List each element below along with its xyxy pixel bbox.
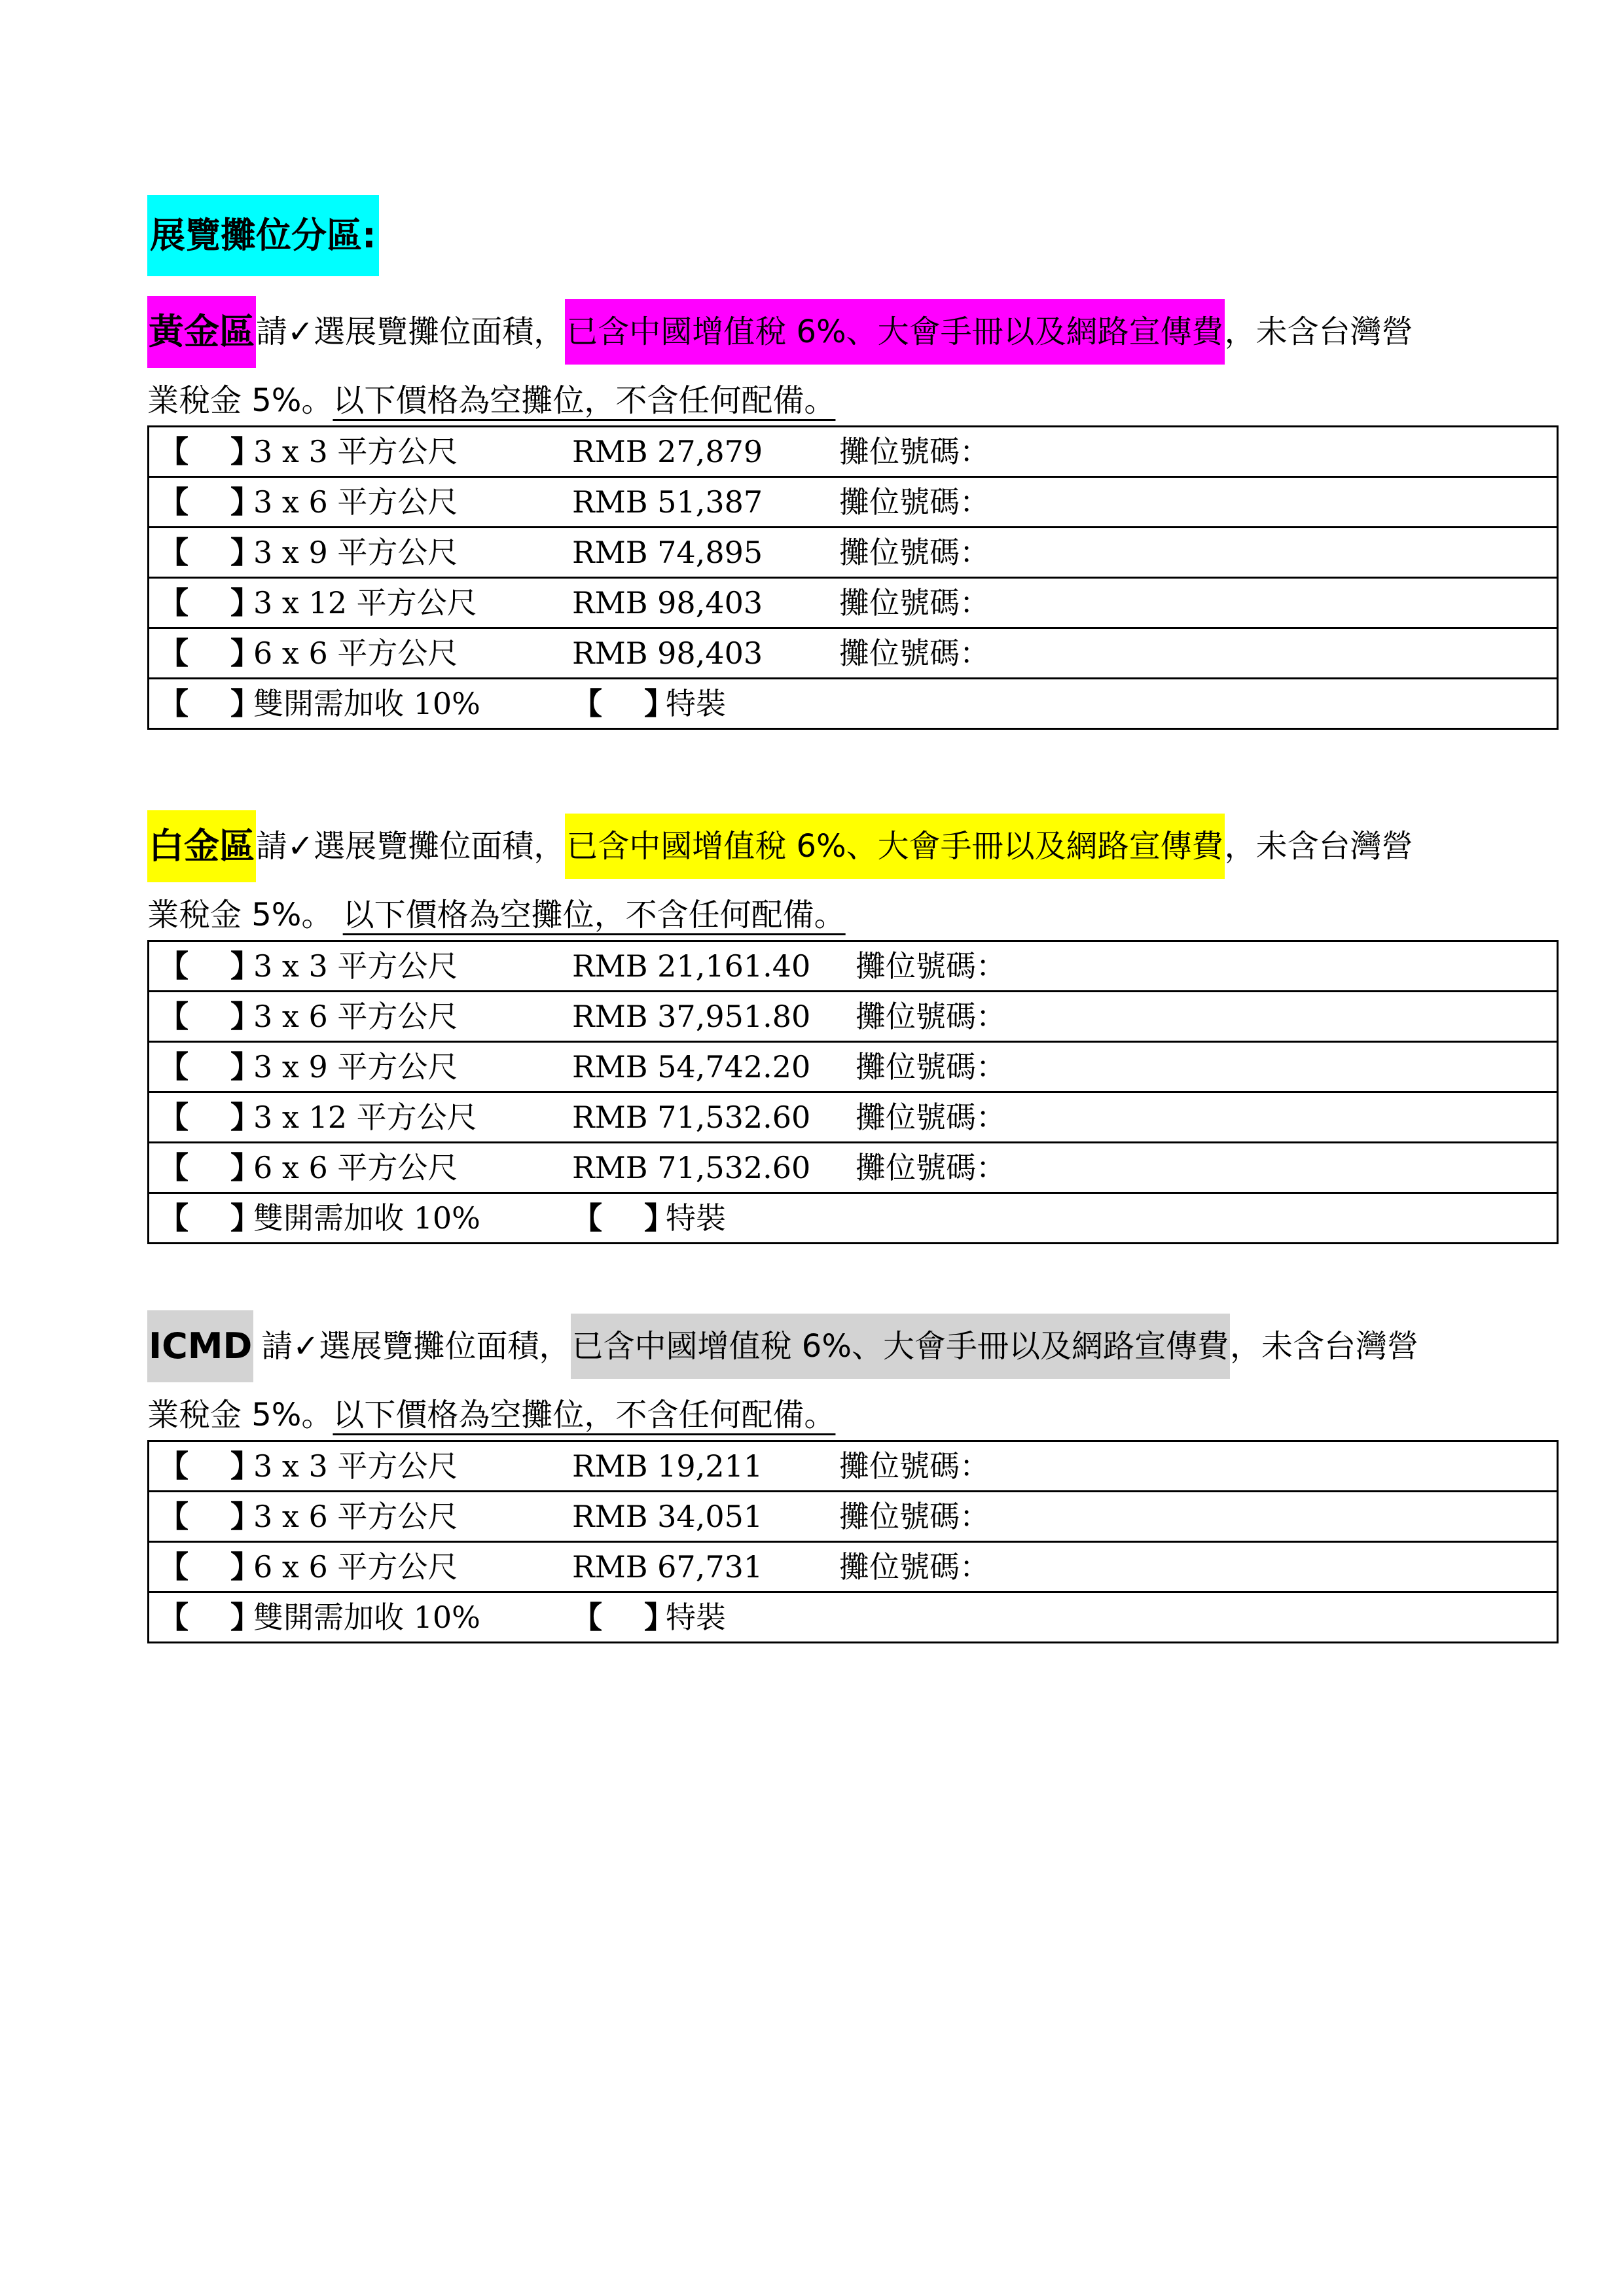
booth-size: 3 x 3 平方公尺 (253, 1448, 458, 1484)
icmd-zone-intro-line1 (147, 1310, 1559, 1382)
special-build-label: 特裝 (666, 686, 726, 721)
double-opening-label: 雙開需加收 10% (253, 1200, 480, 1236)
booth-number-label: 攤位號碼： (839, 636, 990, 671)
booth-size: 3 x 12 平方公尺 (253, 1100, 477, 1135)
booth-option-cell (149, 1441, 1558, 1492)
booth-price: RMB 54,742.20 (572, 1049, 811, 1085)
double-opening-label: 雙開需加收 10% (253, 1600, 480, 1635)
page-title: 展覽攤位分區: (147, 195, 379, 276)
platinum-zone-section (147, 810, 1559, 1244)
icmd-zone-tax-note-tail: ，未含台灣營 (1229, 1328, 1418, 1365)
double-opening-label: 雙開需加收 10% (253, 686, 480, 721)
gold-zone-business-tax: 業稅金 5%。 (147, 382, 333, 419)
gold-zone-instruction: 請✓選展覽攤位面積， (256, 314, 566, 350)
icmd-zone-business-tax: 業稅金 5%。 (147, 1397, 333, 1433)
booth-number-label: 攤位號碼： (856, 1049, 1006, 1085)
booth-size: 3 x 3 平方公尺 (253, 948, 458, 984)
booth-number-label: 攤位號碼： (839, 484, 990, 520)
booth-size-checkbox[interactable]: 【 】 (158, 1150, 261, 1185)
booth-number-label: 攤位號碼： (839, 434, 990, 469)
booth-option-cell (149, 578, 1558, 628)
booth-price: RMB 98,403 (572, 636, 763, 671)
booth-option-cell (149, 1542, 1558, 1592)
booth-size-checkbox[interactable]: 【 】 (158, 636, 261, 671)
booth-price: RMB 37,951.80 (572, 999, 811, 1034)
booth-option-cell (149, 941, 1558, 992)
extra-options-row (149, 679, 1558, 729)
icmd-zone-booth-table (147, 1440, 1559, 1643)
booth-size-checkbox[interactable]: 【 】 (158, 948, 261, 984)
booth-option-cell (149, 628, 1558, 679)
booth-size-checkbox[interactable]: 【 】 (158, 484, 261, 520)
booth-option-cell (149, 1143, 1558, 1193)
booth-number-label: 攤位號碼： (856, 999, 1006, 1034)
double-opening-checkbox[interactable]: 【 】 (158, 1200, 261, 1236)
booth-size-checkbox[interactable]: 【 】 (158, 434, 261, 469)
gold-zone-section (147, 296, 1559, 730)
booth-size-checkbox[interactable]: 【 】 (158, 585, 261, 620)
gold-zone-booth-table (147, 425, 1559, 730)
booth-size: 6 x 6 平方公尺 (253, 1150, 458, 1185)
extra-options-cell (149, 679, 1558, 729)
booth-price: RMB 21,161.40 (572, 948, 811, 984)
booth-option-row (149, 1441, 1558, 1492)
booth-option-row (149, 992, 1558, 1042)
platinum-zone-instruction: 請✓選展覽攤位面積， (256, 828, 566, 865)
special-build-label: 特裝 (666, 1600, 726, 1635)
booth-price: RMB 27,879 (572, 434, 763, 469)
icmd-zone-instruction: 請✓選展覽攤位面積， (261, 1328, 571, 1365)
booth-option-row (149, 1092, 1558, 1143)
booth-option-row (149, 1042, 1558, 1092)
gold-zone-tax-note: 已含中國增值稅 6%、大會手冊以及網路宣傳費 (565, 299, 1224, 365)
extra-options-row (149, 1193, 1558, 1244)
platinum-zone-intro-line1 (147, 810, 1559, 882)
special-build-checkbox[interactable]: 【 】 (572, 686, 675, 721)
booth-option-row (149, 477, 1558, 528)
booth-size-checkbox[interactable]: 【 】 (158, 1100, 261, 1135)
double-opening-checkbox[interactable]: 【 】 (158, 686, 261, 721)
booth-option-cell (149, 992, 1558, 1042)
booth-price: RMB 71,532.60 (572, 1100, 811, 1135)
booth-option-cell (149, 477, 1558, 528)
booth-size-checkbox[interactable]: 【 】 (158, 1049, 261, 1085)
booth-size: 3 x 6 平方公尺 (253, 1499, 458, 1534)
booth-number-label: 攤位號碼： (839, 585, 990, 620)
double-opening-checkbox[interactable]: 【 】 (158, 1600, 261, 1635)
booth-price: RMB 74,895 (572, 535, 763, 570)
booth-number-label: 攤位號碼： (839, 535, 990, 570)
extra-options-row (149, 1592, 1558, 1643)
special-build-checkbox[interactable]: 【 】 (572, 1600, 675, 1635)
icmd-zone-section (147, 1310, 1559, 1643)
icmd-zone-empty-booth-note: 以下價格為空攤位，不含任何配備。 (333, 1397, 836, 1433)
booth-option-row (149, 941, 1558, 992)
platinum-zone-business-tax: 業稅金 5%。 (147, 897, 343, 933)
booth-price: RMB 71,532.60 (572, 1150, 811, 1185)
booth-size: 3 x 6 平方公尺 (253, 484, 458, 520)
booth-size-checkbox[interactable]: 【 】 (158, 1448, 261, 1484)
booth-option-row (149, 1542, 1558, 1592)
booth-number-label: 攤位號碼： (856, 948, 1006, 984)
booth-size: 6 x 6 平方公尺 (253, 1549, 458, 1585)
booth-size: 3 x 9 平方公尺 (253, 535, 458, 570)
platinum-zone-booth-table (147, 940, 1559, 1244)
extra-options-cell (149, 1592, 1558, 1643)
booth-size: 6 x 6 平方公尺 (253, 636, 458, 671)
special-build-label: 特裝 (666, 1200, 726, 1236)
booth-size: 3 x 12 平方公尺 (253, 585, 477, 620)
booth-option-cell (149, 528, 1558, 578)
platinum-zone-intro-line2 (147, 890, 1559, 940)
booth-price: RMB 67,731 (572, 1549, 763, 1585)
booth-option-cell (149, 427, 1558, 477)
icmd-zone-tax-note: 已含中國增值稅 6%、大會手冊以及網路宣傳費 (571, 1314, 1230, 1379)
booth-number-label: 攤位號碼： (856, 1100, 1006, 1135)
gold-zone-label: 黃金區 (147, 296, 256, 368)
booth-size-checkbox[interactable]: 【 】 (158, 1549, 261, 1585)
booth-price: RMB 19,211 (572, 1448, 763, 1484)
booth-option-row (149, 578, 1558, 628)
gold-zone-intro-line1 (147, 296, 1559, 368)
booth-option-row (149, 1143, 1558, 1193)
booth-number-label: 攤位號碼： (839, 1549, 990, 1585)
booth-price: RMB 51,387 (572, 484, 763, 520)
extra-options-cell (149, 1193, 1558, 1244)
booth-option-row (149, 628, 1558, 679)
booth-option-cell (149, 1492, 1558, 1542)
icmd-zone-intro-line2 (147, 1390, 1559, 1440)
booth-size: 3 x 9 平方公尺 (253, 1049, 458, 1085)
booth-size: 3 x 3 平方公尺 (253, 434, 458, 469)
booth-size-checkbox[interactable]: 【 】 (158, 999, 261, 1034)
platinum-zone-tax-note-tail: ，未含台灣營 (1224, 828, 1413, 865)
icmd-zone-label: ICMD (147, 1310, 253, 1382)
booth-option-cell (149, 1092, 1558, 1143)
booth-price: RMB 98,403 (572, 585, 763, 620)
platinum-zone-empty-booth-note: 以下價格為空攤位，不含任何配備。 (342, 897, 846, 933)
special-build-checkbox[interactable]: 【 】 (572, 1200, 675, 1236)
booth-number-label: 攤位號碼： (856, 1150, 1006, 1185)
platinum-zone-label: 白金區 (147, 810, 256, 882)
booth-price: RMB 34,051 (572, 1499, 763, 1534)
booth-size-checkbox[interactable]: 【 】 (158, 535, 261, 570)
booth-option-cell (149, 1042, 1558, 1092)
booth-option-row (149, 427, 1558, 477)
gold-zone-intro-line2 (147, 376, 1559, 425)
booth-number-label: 攤位號碼： (839, 1448, 990, 1484)
booth-size: 3 x 6 平方公尺 (253, 999, 458, 1034)
gold-zone-empty-booth-note: 以下價格為空攤位，不含任何配備。 (333, 382, 836, 419)
platinum-zone-tax-note: 已含中國增值稅 6%、大會手冊以及網路宣傳費 (565, 814, 1224, 879)
booth-number-label: 攤位號碼： (839, 1499, 990, 1534)
gold-zone-tax-note-tail: ，未含台灣營 (1224, 314, 1413, 350)
booth-option-row (149, 528, 1558, 578)
booth-size-checkbox[interactable]: 【 】 (158, 1499, 261, 1534)
booth-option-row (149, 1492, 1558, 1542)
